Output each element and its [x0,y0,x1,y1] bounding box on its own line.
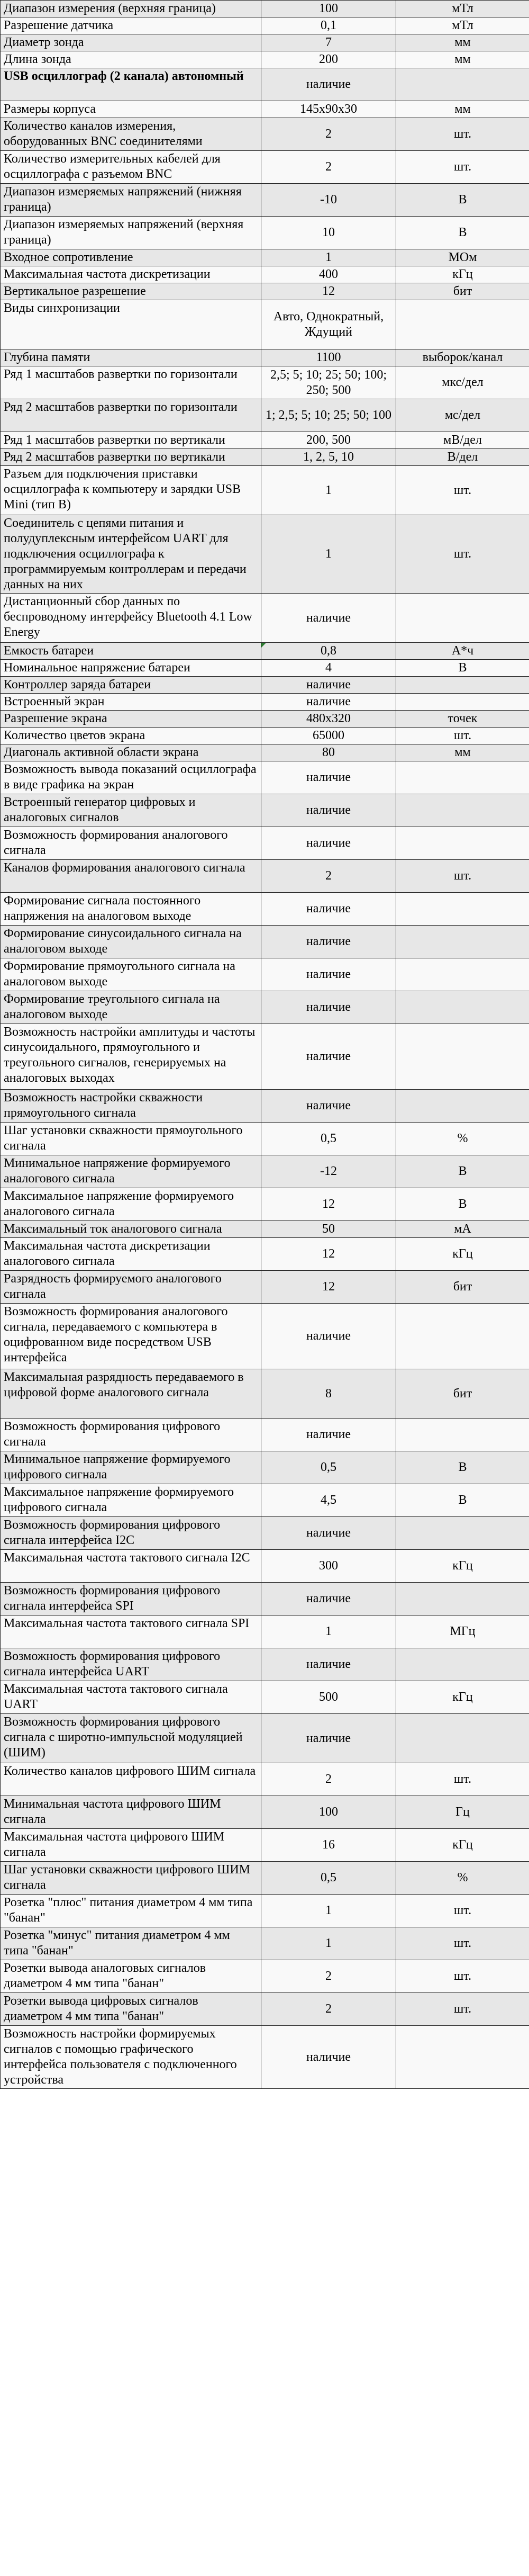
spec-value: 12 [261,283,396,300]
spec-name: Возможность формирования аналогового сигнала, передаваемого с компьютера в оцифрованном виде посредством USB интерфейса [1,1304,261,1369]
spec-name: Размеры корпуса [1,101,261,118]
table-row [1,1960,529,1993]
table-row [1,1615,529,1648]
spec-value: 1 [261,1895,396,1927]
spec-name: Количество каналов измерения, оборудованных BNC соединителями [1,118,261,151]
table-row [1,466,529,515]
spec-unit: мА [396,1221,529,1238]
spec-value: наличие [261,2026,396,2089]
table-row [1,1,529,17]
table-row [1,827,529,860]
spec-name: Минимальное напряжение формируемого аналогового сигнала [1,1155,261,1188]
table-row [1,1090,529,1123]
spec-value: 1 [261,1927,396,1960]
spec-value: 2 [261,1960,396,1993]
spec-name: Количество измерительных кабелей для осциллографа с разъемом BNC [1,151,261,184]
spec-table-body [1,1,529,2089]
spec-value: 300 [261,1550,396,1583]
spec-unit: шт. [396,151,529,184]
table-row [1,991,529,1024]
table-row [1,184,529,217]
table-row [1,283,529,300]
spec-name: Возможность настройки скважности прямоугольного сигнала [1,1090,261,1123]
spec-value: 200 [261,51,396,68]
spec-name: Формирование прямоугольного сигнала на аналоговом выходе [1,958,261,991]
spec-value: наличие [261,991,396,1024]
spec-value: 1 [261,249,396,266]
spec-unit: мТл [396,17,529,34]
spec-unit [396,794,529,827]
table-row [1,694,529,711]
spec-unit [396,761,529,794]
spec-unit [396,594,529,643]
spec-unit [396,1714,529,1763]
table-row [1,1993,529,2026]
spec-name: Емкость батареи [1,643,261,660]
table-row [1,266,529,283]
spec-name: Возможность формирования цифрового сигнала [1,1419,261,1451]
spec-unit: мм [396,101,529,118]
table-row [1,1188,529,1221]
spec-name: Диаметр зонда [1,34,261,51]
spec-value: 0,5 [261,1862,396,1895]
spec-unit [396,2026,529,2089]
spec-value: 480х320 [261,711,396,728]
table-row [1,1796,529,1829]
spec-value: 0,1 [261,17,396,34]
spec-name: Длина зонда [1,51,261,68]
table-row [1,432,529,449]
spec-value: 50 [261,1221,396,1238]
spec-value: 65000 [261,728,396,744]
spec-unit: шт. [396,515,529,594]
spec-name: Формирование синусоидального сигнала на аналоговом выходе [1,926,261,958]
spec-unit: В [396,1451,529,1484]
table-row [1,151,529,184]
table-row [1,728,529,744]
spec-unit: МГц [396,1615,529,1648]
spec-unit: шт. [396,1960,529,1993]
spec-unit [396,893,529,926]
spec-unit: бит [396,1369,529,1419]
spec-value: 100 [261,1,396,17]
spec-name: Разъем для подключения приставки осциллографа к компьютеру и зарядки USB Mini (тип B) [1,466,261,515]
spec-value: наличие [261,1714,396,1763]
table-row [1,1862,529,1895]
spec-unit: мм [396,34,529,51]
spec-name: Максимальное напряжение формируемого аналогового сигнала [1,1188,261,1221]
spec-unit [396,926,529,958]
table-row [1,1238,529,1271]
spec-value: 2 [261,1993,396,2026]
spec-value: наличие [261,926,396,958]
spec-name: Диапазон измеряемых напряжений (нижняя граница) [1,184,261,217]
spec-unit: В [396,217,529,249]
spec-unit [396,694,529,711]
spec-unit: В [396,1484,529,1517]
table-row [1,1484,529,1517]
table-row [1,761,529,794]
spec-name: Количество цветов экрана [1,728,261,744]
spec-value: наличие [261,677,396,694]
spec-name: Минимальное напряжение формируемого цифрового сигнала [1,1451,261,1484]
spec-unit: % [396,1862,529,1895]
spec-value: 1 [261,515,396,594]
spec-unit: шт. [396,728,529,744]
spec-name: Возможность формирования цифрового сигнала интерфейса SPI [1,1583,261,1615]
spec-unit: мВ/дел [396,432,529,449]
table-row [1,449,529,466]
table-row [1,515,529,594]
table-row [1,1451,529,1484]
spec-value: 16 [261,1829,396,1862]
spec-value: наличие [261,1419,396,1451]
spec-name: Диапазон измерения (верхняя граница) [1,1,261,17]
spec-name: Ряд 1 масштабов развертки по вертикали [1,432,261,449]
spec-unit [396,1024,529,1090]
spec-unit: шт. [396,118,529,151]
table-row [1,1829,529,1862]
table-row [1,860,529,893]
spec-value: наличие [261,827,396,860]
table-row [1,1304,529,1369]
spec-unit [396,827,529,860]
table-row [1,958,529,991]
spec-unit: Гц [396,1796,529,1829]
spec-unit [396,300,529,349]
spec-name: Виды синхронизации [1,300,261,349]
spec-unit [396,677,529,694]
spec-name: Возможность настройки амплитуды и частоты синусоидального, прямоугольного и треугольного сигналов, генерируемых на аналоговых выходах [1,1024,261,1090]
spec-name: Каналов формирования аналогового сигнала [1,860,261,893]
spec-name: Максимальная частота дискретизации [1,266,261,283]
spec-unit [396,1517,529,1550]
spec-unit: кГц [396,1829,529,1862]
spec-name: Номинальное напряжение батареи [1,660,261,677]
spec-value: -10 [261,184,396,217]
spec-value: наличие [261,1024,396,1090]
spec-unit: мс/дел [396,399,529,432]
spec-value: наличие [261,594,396,643]
spec-name: Максимальная частота цифрового ШИМ сигнала [1,1829,261,1862]
spec-value: 1; 2,5; 5; 10; 25; 50; 100 [261,399,396,432]
table-row [1,51,529,68]
spec-name: Ряд 2 масштабов развертки по вертикали [1,449,261,466]
table-row [1,1271,529,1304]
spec-unit: А*ч [396,643,529,660]
spec-value: наличие [261,958,396,991]
spec-unit: шт. [396,1895,529,1927]
table-row [1,349,529,366]
spec-unit [396,1419,529,1451]
spec-name: Дистанционный сбор данных по беспроводному интерфейсу Bluetooth 4.1 Low Energy [1,594,261,643]
table-row [1,1583,529,1615]
spec-value: 400 [261,266,396,283]
table-row [1,1714,529,1763]
spec-value: 8 [261,1369,396,1419]
spec-unit: бит [396,283,529,300]
spec-unit: точек [396,711,529,728]
spec-value: 145х90х30 [261,101,396,118]
spec-unit [396,991,529,1024]
spec-value: Авто, Однократный, Ждущий [261,300,396,349]
spec-name: Максимальная частота дискретизации аналогового сигнала [1,1238,261,1271]
table-row [1,1369,529,1419]
spec-name: Возможность формирования цифрового сигнала с широтно-импульсной модуляцией (ШИМ) [1,1714,261,1763]
spec-unit: мкс/дел [396,366,529,399]
spec-name: Диагональ активной области экрана [1,744,261,761]
spec-name: Возможность формирования цифрового сигнала интерфейса UART [1,1648,261,1681]
spec-name: Ряд 1 масштабов развертки по горизонтали [1,366,261,399]
spec-unit: шт. [396,860,529,893]
spec-name: USB осциллограф (2 канала) автономный [1,68,261,101]
spec-unit [396,68,529,101]
spec-value: 500 [261,1681,396,1714]
spec-value: 7 [261,34,396,51]
spec-unit: кГц [396,1238,529,1271]
spec-value: 12 [261,1238,396,1271]
spec-name: Разрядность формируемого аналогового сигнала [1,1271,261,1304]
spec-value: 2 [261,118,396,151]
spec-value: наличие [261,68,396,101]
spec-value: наличие [261,1517,396,1550]
spec-name: Максимальная частота тактового сигнала I2C [1,1550,261,1583]
spec-unit: шт. [396,466,529,515]
spec-name: Максимальная частота тактового сигнала UART [1,1681,261,1714]
spec-value: 4 [261,660,396,677]
spec-name: Возможность формирования аналогового сигнала [1,827,261,860]
spec-name: Розетка "минус" питания диаметром 4 мм типа "банан" [1,1927,261,1960]
spec-unit: шт. [396,1927,529,1960]
table-row [1,68,529,101]
spec-value: 1 [261,1615,396,1648]
table-row [1,1517,529,1550]
spec-unit: В [396,1188,529,1221]
spec-value: 12 [261,1271,396,1304]
spec-name: Ряд 2 масштабов развертки по горизонтали [1,399,261,432]
spec-value: наличие [261,1583,396,1615]
table-row [1,1895,529,1927]
spec-name: Розетки вывода цифровых сигналов диаметром 4 мм типа "банан" [1,1993,261,2026]
spec-unit: В [396,184,529,217]
spec-unit [396,1583,529,1615]
spec-value: 100 [261,1796,396,1829]
spec-unit: В [396,1155,529,1188]
spec-name: Входное сопротивление [1,249,261,266]
spec-value: 1100 [261,349,396,366]
spec-unit: МОм [396,249,529,266]
spec-unit: бит [396,1271,529,1304]
table-row [1,399,529,432]
spec-name: Минимальная частота цифрового ШИМ сигнала [1,1796,261,1829]
table-row [1,1681,529,1714]
table-row [1,1550,529,1583]
spec-value: 200, 500 [261,432,396,449]
spec-name: Глубина памяти [1,349,261,366]
spec-name: Розетки вывода аналоговых сигналов диаметром 4 мм типа "банан" [1,1960,261,1993]
spec-unit: шт. [396,1993,529,2026]
table-row [1,217,529,249]
spec-value: наличие [261,893,396,926]
table-row [1,744,529,761]
table-row [1,643,529,660]
table-row [1,1155,529,1188]
spec-unit: % [396,1123,529,1155]
table-row [1,1927,529,1960]
table-row [1,1123,529,1155]
spec-unit: В [396,660,529,677]
spec-value: наличие [261,1304,396,1369]
spec-unit: мТл [396,1,529,17]
table-row [1,660,529,677]
spec-unit [396,1304,529,1369]
table-row [1,101,529,118]
spec-value: наличие [261,1648,396,1681]
table-row [1,300,529,349]
spec-name: Формирование треугольного сигнала на аналоговом выходе [1,991,261,1024]
spec-value: 0,8 [261,643,396,660]
spec-unit [396,1090,529,1123]
table-row [1,926,529,958]
spec-name: Разрешение датчика [1,17,261,34]
spec-name: Максимальное напряжение формируемого цифрового сигнала [1,1484,261,1517]
spec-value: 0,5 [261,1451,396,1484]
table-row [1,1221,529,1238]
spec-unit: мм [396,744,529,761]
spec-value: 2 [261,860,396,893]
spec-name: Возможность вывода показаний осциллографа в виде графика на экран [1,761,261,794]
spec-name: Шаг установки скважности прямоугольного сигнала [1,1123,261,1155]
table-row [1,594,529,643]
spec-name: Максимальная разрядность передаваемого в цифровой форме аналогового сигнала [1,1369,261,1419]
spec-name: Шаг установки скважности цифрового ШИМ сигнала [1,1862,261,1895]
spec-value: наличие [261,1090,396,1123]
spec-value: 1, 2, 5, 10 [261,449,396,466]
table-row [1,794,529,827]
spec-unit: выборок/канал [396,349,529,366]
spec-unit: кГц [396,1550,529,1583]
spec-name: Разрешение экрана [1,711,261,728]
table-row [1,677,529,694]
spec-unit: мм [396,51,529,68]
table-row [1,17,529,34]
spec-value: наличие [261,761,396,794]
table-row [1,366,529,399]
spec-value: 4,5 [261,1484,396,1517]
spec-unit [396,958,529,991]
spec-unit: В/дел [396,449,529,466]
spec-name: Диапазон измеряемых напряжений (верхняя граница) [1,217,261,249]
spec-value: 80 [261,744,396,761]
spec-value: 0,5 [261,1123,396,1155]
spec-name: Контроллер заряда батареи [1,677,261,694]
table-row [1,2026,529,2089]
table-row [1,1419,529,1451]
spec-unit [396,1648,529,1681]
spec-name: Розетка "плюс" питания диаметром 4 мм типа "банан" [1,1895,261,1927]
spec-value: 10 [261,217,396,249]
table-row [1,249,529,266]
spec-name: Возможность настройки формируемых сигналов с помощью графического интерфейса пользователя с подключенного устройства [1,2026,261,2089]
table-row [1,711,529,728]
spec-unit: кГц [396,1681,529,1714]
spec-value: наличие [261,794,396,827]
spec-value: наличие [261,694,396,711]
spec-value: 12 [261,1188,396,1221]
spec-name: Максимальный ток аналогового сигнала [1,1221,261,1238]
table-row [1,893,529,926]
spec-name: Соединитель с цепями питания и полудуплексным интерфейсом UART для подключения осциллографа к программируемым контроллерам и передачи данных на них [1,515,261,594]
spec-unit: шт. [396,1763,529,1796]
spec-name: Встроенный экран [1,694,261,711]
table-row [1,1763,529,1796]
spec-value: 2 [261,151,396,184]
table-row [1,1648,529,1681]
spec-value: -12 [261,1155,396,1188]
spec-value: 2 [261,1763,396,1796]
spec-name: Встроенный генератор цифровых и аналоговых сигналов [1,794,261,827]
spec-value: 2,5; 5; 10; 25; 50; 100; 250; 500 [261,366,396,399]
spec-name: Количество каналов цифрового ШИМ сигнала [1,1763,261,1796]
spec-name: Вертикальное разрешение [1,283,261,300]
table-row [1,118,529,151]
spec-name: Максимальная частота тактового сигнала SPI [1,1615,261,1648]
spec-unit: кГц [396,266,529,283]
spec-name: Возможность формирования цифрового сигнала интерфейса I2C [1,1517,261,1550]
spec-name: Формирование сигнала постоянного напряжения на аналоговом выходе [1,893,261,926]
table-row [1,1024,529,1090]
table-row [1,34,529,51]
spec-value: 1 [261,466,396,515]
